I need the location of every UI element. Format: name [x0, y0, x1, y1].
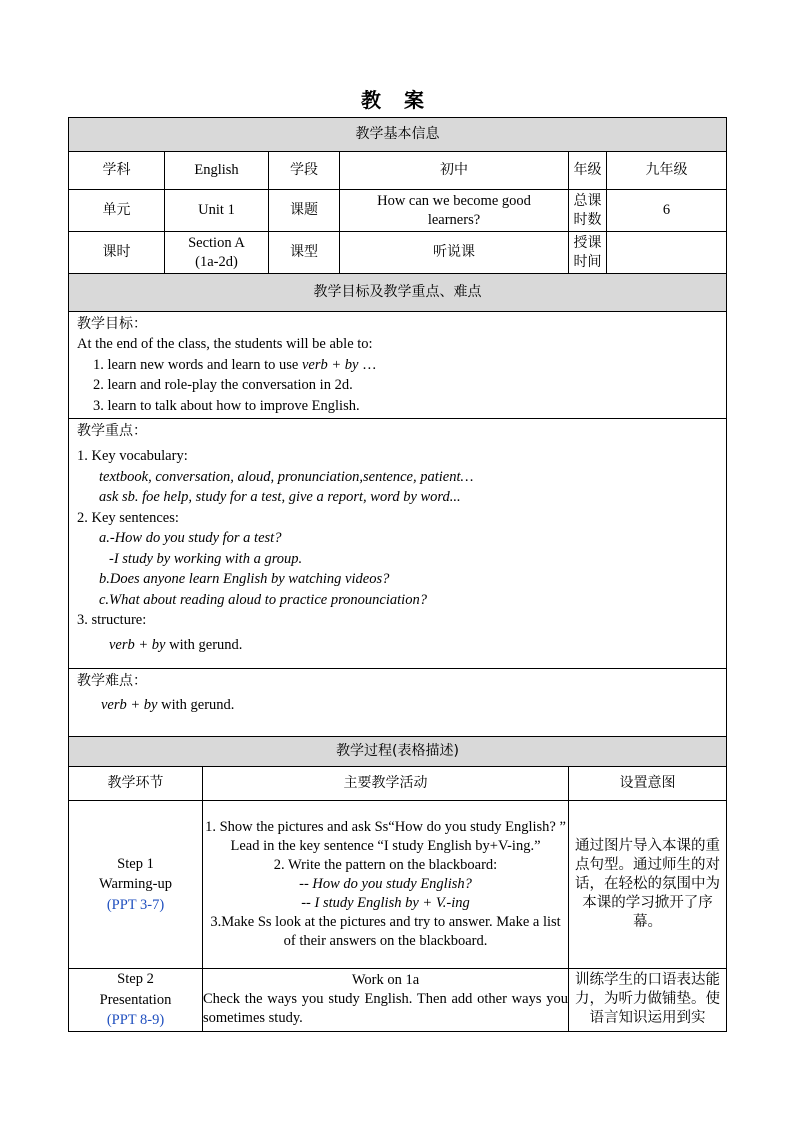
step1-activity-1: 1. Show the pictures and ask Ss“How do you study English? ” Lead in the key sentence “I study English by+V-ing.” — [205, 819, 566, 854]
vocabulary-line-1: textbook, conversation, aloud, pronunciation,sentence, patient… — [99, 468, 474, 485]
step1-phase: Warming-up — [99, 876, 172, 893]
unit-value: Unit 1 — [165, 190, 269, 232]
step2-intent: 训练学生的口语表达能力，为听力做铺垫。使语言知识运用到实 — [569, 969, 727, 1032]
sentence-b: b.Does anyone learn English by watching videos? — [99, 571, 390, 587]
lesson-type-value: 听说课 — [340, 232, 569, 274]
period-value: Section A (1a-2d) — [165, 232, 269, 274]
step1-activity-4: -- I study English by + V.-ing — [301, 895, 470, 911]
step1-stage-cell — [69, 801, 203, 969]
teaching-goals-cell — [69, 312, 727, 419]
key-vocabulary-heading: 1. Key vocabulary: — [77, 448, 188, 464]
step1-name: Step 1 — [117, 855, 154, 872]
goal-item-1: 1. learn new words and learn to use verb + by … — [93, 356, 377, 373]
difficult-points-line: verb + by with gerund. — [101, 697, 235, 713]
sentence-a: a.-How do you study for a test? — [99, 530, 282, 546]
grade-label: 年级 — [569, 152, 607, 190]
goal-item-2: 2. learn and role-play the conversation in 2d. — [93, 377, 353, 393]
difficult-points-cell — [69, 669, 727, 737]
period-label: 课时 — [69, 232, 165, 274]
step2-activity-1: Work on 1a — [351, 972, 420, 989]
key-points-cell — [69, 419, 727, 669]
step1-activity-2: 2. Write the pattern on the blackboard: — [273, 857, 498, 873]
lesson-type-label: 课型 — [269, 232, 340, 274]
step2-phase: Presentation — [99, 991, 172, 1008]
stage-value: 初中 — [340, 152, 569, 190]
key-points-label: 教学重点： — [77, 423, 147, 439]
process-col-stage: 教学环节 — [69, 767, 203, 801]
step2-name: Step 2 — [117, 971, 154, 987]
step1-intent: 通过图片导入本课的重点句型。通过师生的对话，在轻松的氛围中为本课的学习掀开了序幕。 — [569, 801, 727, 969]
vocabulary-line-2: ask sb. foe help, study for a test, give a report, word by word... — [99, 489, 461, 505]
lesson-plan-table — [68, 117, 727, 1032]
document-title: 教 案 — [361, 88, 432, 112]
subject-label: 学科 — [69, 152, 165, 190]
sentence-c: c.What about reading aloud to practice pronounciation? — [99, 591, 427, 608]
step2-activity-2: Check the ways you study English. Then add other ways you sometimes study. — [203, 991, 568, 1027]
difficult-points-label: 教学难点： — [77, 673, 147, 689]
key-sentences-heading: 2. Key sentences: — [77, 509, 179, 526]
topic-label: 课题 — [269, 190, 340, 232]
step1-ppt-ref: (PPT 3-7) — [106, 896, 165, 913]
step2-activity-cell — [203, 969, 569, 1032]
step2-stage-cell — [69, 969, 203, 1032]
process-col-intent: 设置意图 — [569, 767, 727, 801]
structure-line: verb + by with gerund. — [109, 636, 243, 653]
subject-value: English — [165, 152, 269, 190]
teaching-time-label: 授课时间 — [569, 232, 607, 274]
grade-value: 九年级 — [607, 152, 727, 190]
step1-activity-5: 3.Make Ss look at the pictures and try to answer. Make a list of their answers on the blackboard. — [210, 914, 561, 949]
step1-activity-cell — [203, 801, 569, 969]
step2-ppt-ref: (PPT 8-9) — [106, 1012, 165, 1028]
structure-heading: 3. structure: — [77, 612, 147, 628]
process-header: 教学过程(表格描述) — [69, 737, 727, 767]
sentence-a-answer: -I study by working with a group. — [109, 550, 303, 567]
objectives-header: 教学目标及教学重点、难点 — [69, 274, 727, 312]
unit-label: 单元 — [69, 190, 165, 232]
step1-activity-3: -- How do you study English? — [299, 876, 472, 892]
goal-item-3: 3. learn to talk about how to improve English. — [93, 397, 360, 414]
process-col-activity: 主要教学活动 — [203, 767, 569, 801]
stage-label: 学段 — [269, 152, 340, 190]
topic-value: How can we become good learners? — [340, 190, 569, 232]
basic-info-header: 教学基本信息 — [69, 118, 727, 152]
teaching-time-value — [607, 232, 727, 274]
total-periods-label: 总课时数 — [569, 190, 607, 232]
total-periods-value: 6 — [607, 190, 727, 232]
goals-label: 教学目标： — [77, 316, 147, 332]
goals-intro: At the end of the class, the students will be able to: — [77, 336, 373, 352]
